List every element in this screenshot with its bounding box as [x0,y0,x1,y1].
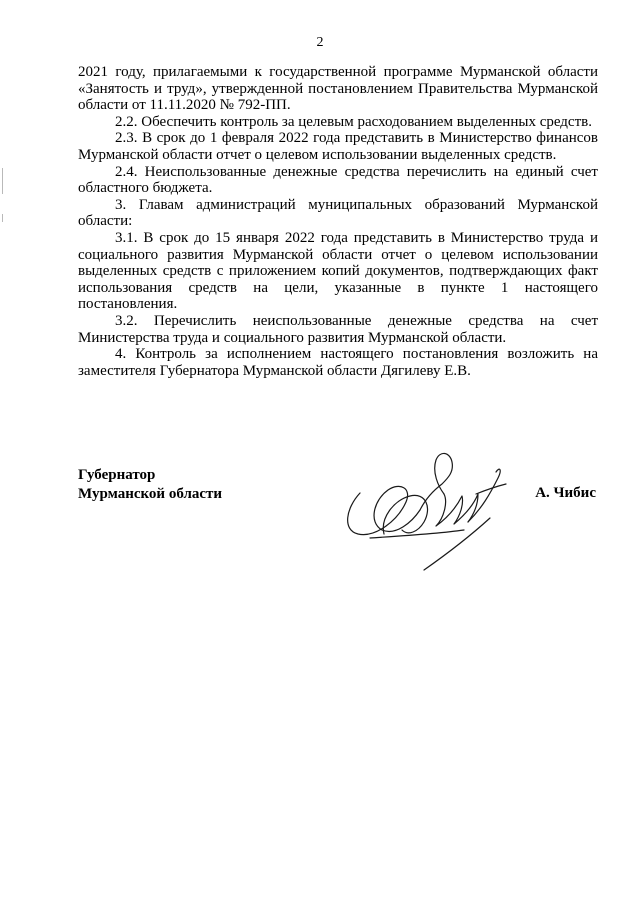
page-number: 2 [316,35,324,50]
paragraph-3-2: 3.2. Перечислить неиспользованные денежные средства на счет Министерства труда и социального развития Мурманской области. [78,312,598,346]
signatory-position-line2: Мурманской области [78,486,223,502]
margin-mark [2,168,3,194]
handwritten-signature [340,438,530,578]
paragraph-3: 3. Главам администраций муниципальных образований Мурманской области: [78,196,598,230]
paragraph-2-3: 2.3. В срок до 1 февраля 2022 года представить в Министерство финансов Мурманской области отчет о целевом использовании выделенных средств. [78,130,598,163]
document-body [78,64,598,379]
signature-block [78,462,598,582]
paragraph-2-2: 2.2. Обеспечить контроль за целевым расходованием выделенных средств. [115,113,592,130]
margin-mark [2,214,3,222]
signatory-name: А. Чибис [535,485,596,501]
paragraph-2-4: 2.4. Неиспользованные денежные средства перечислить на единый счет областного бюджета. [78,163,598,197]
paragraph-3-1: 3.1. В срок до 15 января 2022 года представить в Министерство труда и социального развития Мурманской области отчет о целевом использовании выделенных средств с приложением копий документов, подтверждающих факт использования средств на цели, указанные в пункте 1 настоящего постановления. [78,229,598,313]
signatory-position [78,466,222,504]
signatory-position-line1: Губернатор [78,467,156,483]
paragraph-intro: 2021 году, прилагаемыми к государственной программе Мурманской области «Занятость и труд», утвержденной постановлением Правительства Мурманской области от 11.11.2020 № 792-ПП. [78,64,598,114]
paragraph-4: 4. Контроль за исполнением настоящего постановления возложить на заместителя Губернатора Мурманской области Дягилеву Е.В. [78,346,598,379]
